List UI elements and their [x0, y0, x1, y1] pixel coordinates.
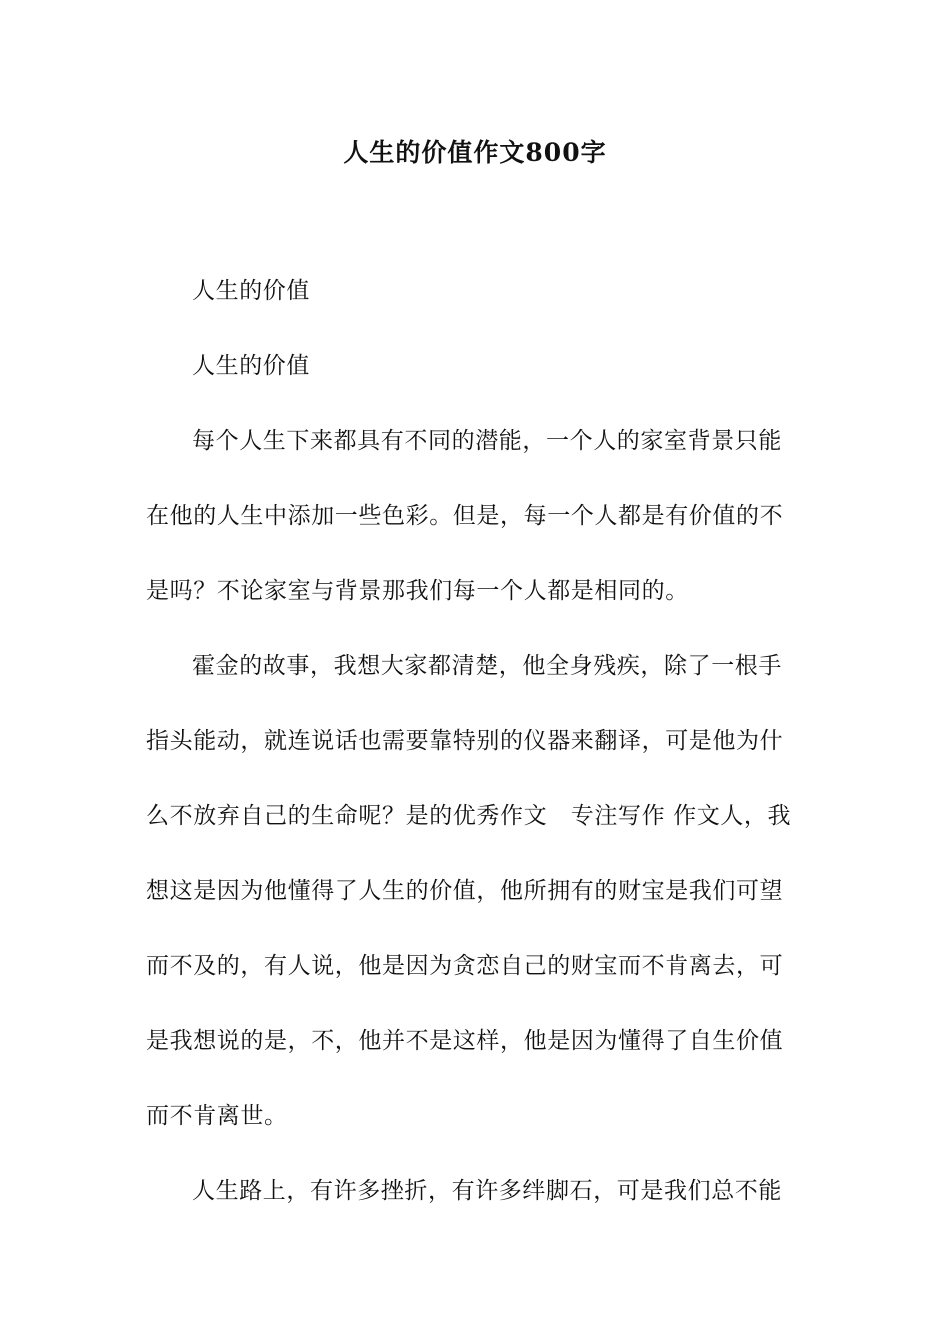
paragraph-line: 人生的价值 [192, 353, 310, 379]
paragraph-subtitle-1 [146, 254, 810, 329]
paragraph-potential [146, 404, 810, 629]
document-title: 人生的价值作文800字 [343, 138, 607, 167]
paragraph-line: 想这是因为他懂得了人生的价值，他所拥有的财宝是我们可望 [146, 878, 784, 904]
paragraph-life-road [146, 1154, 810, 1229]
paragraph-line: 指头能动，就连说话也需要靠特别的仪器来翻译，可是他为什 [146, 728, 784, 754]
paragraph-line: 霍金的故事，我想大家都清楚，他全身残疾，除了一根手 [192, 653, 782, 679]
paragraph-line: 每个人生下来都具有不同的潜能，一个人的家室背景只能 [192, 428, 782, 454]
paragraph-line: 是吗？不论家室与背景那我们每一个人都是相同的。 [146, 578, 689, 604]
paragraph-subtitle-2 [146, 329, 810, 404]
paragraph-line: 人生的价值 [192, 278, 310, 304]
paragraph-line: 而不及的，有人说，他是因为贪恋自己的财宝而不肯离去，可 [146, 953, 784, 979]
document-body [146, 254, 810, 1229]
paragraph-hawking [146, 629, 810, 1154]
paragraph-line: 人生路上，有许多挫折，有许多绊脚石，可是我们总不能 [192, 1178, 782, 1204]
paragraph-line: 么不放弃自己的生命呢？是的优秀作文 专注写作 作文人，我 [146, 803, 792, 829]
paragraph-line: 而不肯离世。 [146, 1103, 288, 1129]
paragraph-line: 在他的人生中添加一些色彩。但是，每一个人都是有价值的不 [146, 503, 784, 529]
paragraph-line: 是我想说的是，不，他并不是这样，他是因为懂得了自生价值 [146, 1028, 784, 1054]
